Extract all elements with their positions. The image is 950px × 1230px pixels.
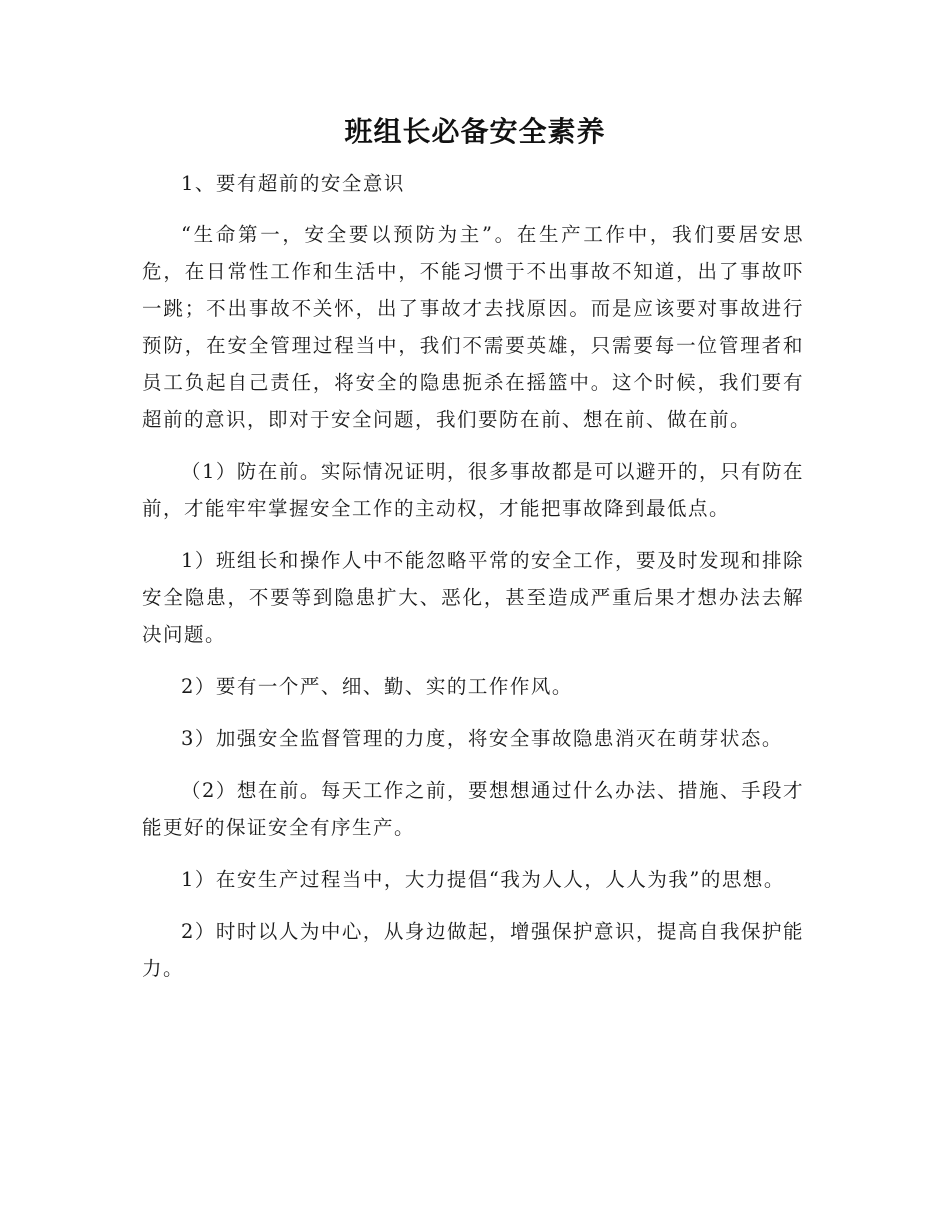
paragraph: 3）加强安全监督管理的力度，将安全事故隐患消灭在萌芽状态。 xyxy=(181,727,783,750)
paragraph: 1）在安生产过程当中，大力提倡“我为人人，人人为我”的思想。 xyxy=(181,868,785,891)
document-title: 班组长必备安全素养 xyxy=(344,115,606,148)
paragraph: “生命第一，安全要以预防为主”。在生产工作中，我们要居安思危，在日常性工作和生活中，不能习惯于不出事故不知道，出了事故吓一跳；不出事故不关怀，出了事故才去找原因。而是应该要对事故进行预防，在安全管理过程当中，我们不需要英雄，只需要每一位管理者和员工负起自己责任，将安全的隐患扼杀在摇篮中。这个时候，我们要有超前的意识，即对于安全问题，我们要防在前、想在前、做在前。 xyxy=(142,223,804,431)
section-heading: 1、要有超前的安全意识 xyxy=(181,172,405,195)
paragraph: 2）要有一个严、细、勤、实的工作作风。 xyxy=(181,675,573,698)
paragraph: （2）想在前。每天工作之前，要想想通过什么办法、措施、手段才能更好的保证安全有序生产。 xyxy=(142,779,804,839)
document-body xyxy=(142,165,804,987)
paragraph: （1）防在前。实际情况证明，很多事故都是可以避开的，只有防在前，才能牢牢掌握安全工作的主动权，才能把事故降到最低点。 xyxy=(142,460,804,520)
paragraph: 2）时时以人为中心，从身边做起，增强保护意识，提高自我保护能力。 xyxy=(142,920,804,980)
paragraph: 1）班组长和操作人中不能忽略平常的安全工作，要及时发现和排除安全隐患，不要等到隐患扩大、恶化，甚至造成严重后果才想办法去解决问题。 xyxy=(142,549,804,646)
